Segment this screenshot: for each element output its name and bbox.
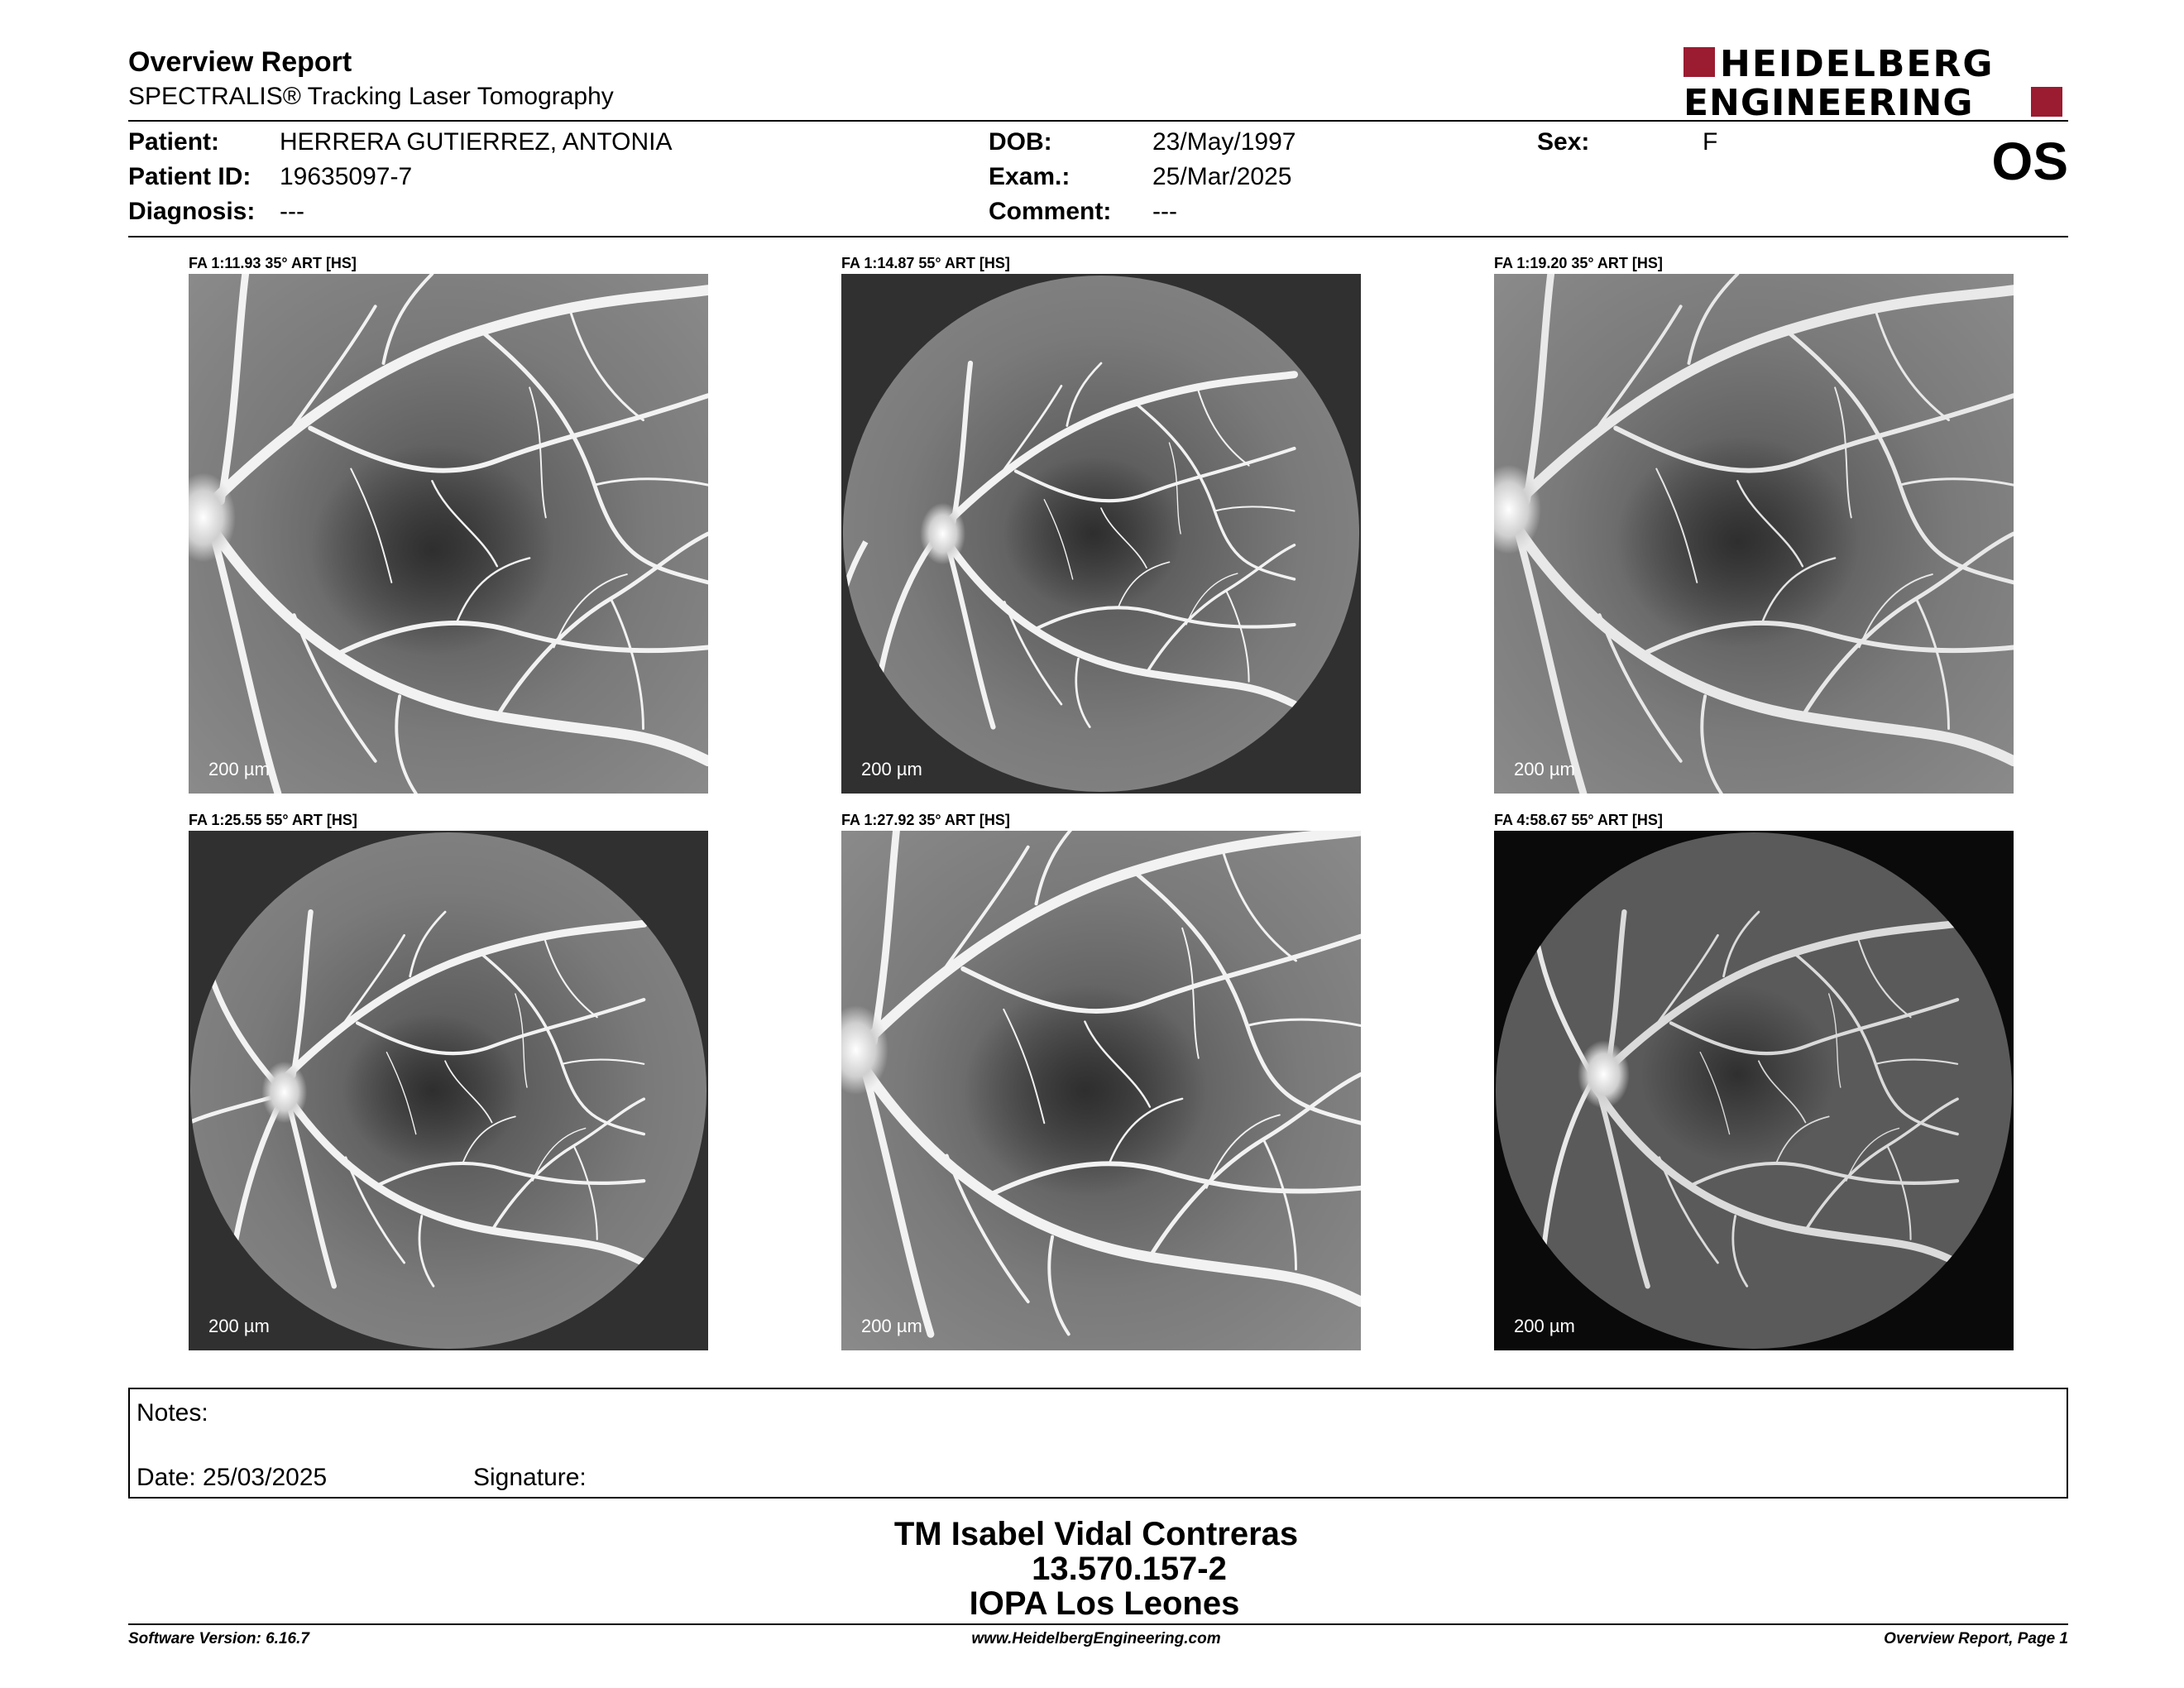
fa-image-4[interactable]: [189, 831, 708, 1350]
exam-value: 25/Mar/2025: [1152, 163, 1292, 190]
notes-label: Notes:: [136, 1399, 208, 1427]
image-caption-6: FA 4:58.67 55° ART [HS]: [1494, 812, 1663, 828]
stamp-name: TM Isabel Vidal Contreras: [893, 1516, 1299, 1552]
signature-label: Signature:: [473, 1464, 587, 1491]
exam-label: Exam.:: [989, 163, 1070, 190]
image-caption-5: FA 1:27.92 35° ART [HS]: [841, 812, 1010, 828]
date-label: Date: 25/03/2025: [136, 1464, 328, 1491]
scale-bar-2: 200 µm: [861, 759, 922, 779]
sex-value: F: [1703, 128, 1718, 156]
fa-image-6[interactable]: [1494, 831, 2014, 1350]
notes-box[interactable]: [128, 1388, 2068, 1499]
footer-rule: [128, 1623, 2068, 1625]
header-rule: [128, 120, 2068, 122]
report-subtitle: SPECTRALIS® Tracking Laser Tomography: [128, 83, 614, 110]
patient-id: 19635097-7: [280, 163, 413, 190]
patient-id-label: Patient ID:: [128, 163, 251, 190]
logo-line2: ENGINEERING: [1684, 82, 1974, 120]
fa-image-1[interactable]: [189, 274, 708, 794]
image-caption-4: FA 1:25.55 55° ART [HS]: [189, 812, 357, 828]
report-title: Overview Report: [128, 46, 352, 78]
diagnosis-label: Diagnosis:: [128, 198, 256, 225]
image-caption-1: FA 1:11.93 35° ART [HS]: [189, 255, 357, 271]
fa-image-5[interactable]: [841, 831, 1361, 1350]
fa-image-3[interactable]: [1494, 274, 2014, 794]
website-link[interactable]: www.HeidelbergEngineering.com: [971, 1630, 1221, 1647]
scale-bar-3: 200 µm: [1514, 759, 1575, 779]
page-indicator: Overview Report, Page 1: [1884, 1630, 2068, 1647]
stamp-id: 13.570.157-2: [1032, 1551, 1227, 1587]
patient-name: HERRERA GUTIERREZ, ANTONIA: [280, 128, 673, 156]
comment-value: ---: [1152, 198, 1177, 225]
patient-label: Patient:: [128, 128, 220, 156]
software-version: Software Version: 6.16.7: [128, 1630, 309, 1647]
comment-label: Comment:: [989, 198, 1112, 225]
scale-bar-5: 200 µm: [861, 1316, 922, 1336]
sex-label: Sex:: [1537, 128, 1590, 156]
logo-square-bottom: [2031, 87, 2062, 117]
diagnosis-value: ---: [280, 198, 304, 225]
logo-square-top: [1684, 47, 1715, 77]
image-caption-3: FA 1:19.20 35° ART [HS]: [1494, 255, 1663, 271]
logo-line1: HEIDELBERG: [1720, 46, 1995, 85]
scale-bar-6: 200 µm: [1514, 1316, 1575, 1336]
scale-bar-4: 200 µm: [208, 1316, 270, 1336]
info-rule: [128, 236, 2068, 237]
stamp-institution: IOPA Los Leones: [969, 1585, 1240, 1622]
eye-indicator: OS: [1991, 132, 2068, 191]
heidelberg-logo: [1684, 46, 2064, 120]
scale-bar-1: 200 µm: [208, 759, 270, 779]
dob-label: DOB:: [989, 128, 1052, 156]
image-caption-2: FA 1:14.87 55° ART [HS]: [841, 255, 1010, 271]
fa-image-2[interactable]: [841, 274, 1361, 794]
dob-value: 23/May/1997: [1152, 128, 1296, 156]
